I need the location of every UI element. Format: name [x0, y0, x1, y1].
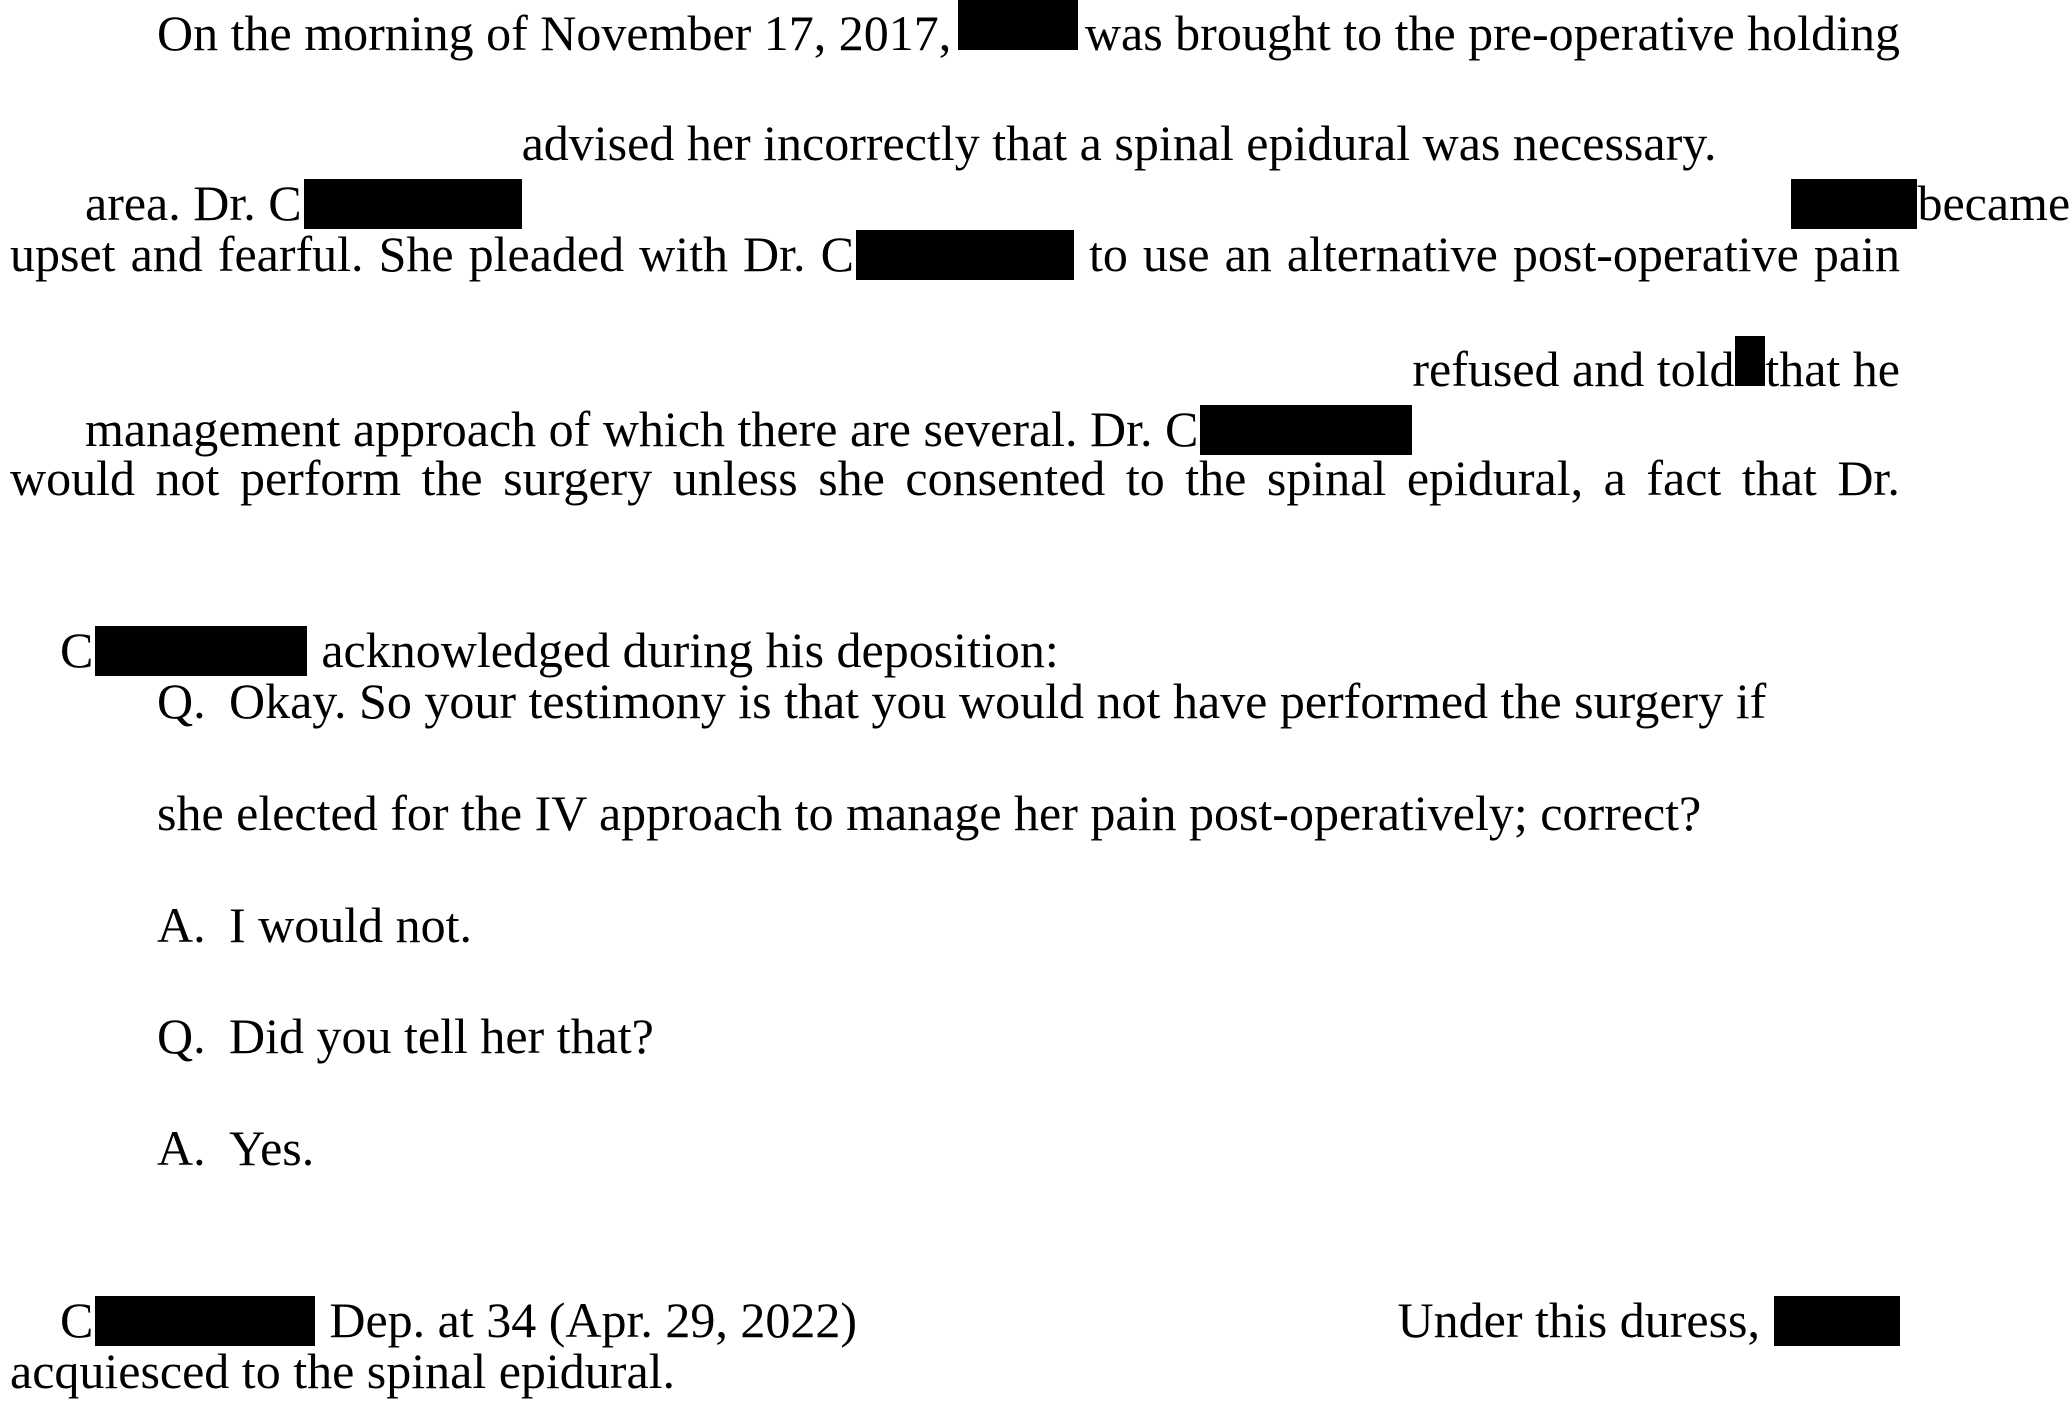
word: surgery: [503, 450, 653, 506]
qa-text: Yes.: [229, 1120, 315, 1176]
redaction-bar: [1735, 336, 1766, 386]
word: alternative: [1286, 226, 1498, 282]
word: the: [1185, 450, 1247, 506]
word: Dr.: [1837, 450, 1900, 506]
text-segment: advised her incorrectly that a spinal epidural was necessary.: [521, 115, 1717, 171]
testimony-question-1: [157, 671, 1766, 731]
qa-marker: Q.: [157, 1008, 206, 1064]
word: that: [1741, 450, 1817, 506]
word: an: [1224, 226, 1272, 282]
text-segment: refused and told: [1412, 341, 1735, 397]
text-segment: On the morning of November 17, 2017,: [157, 5, 952, 61]
closing-line: [10, 1341, 1900, 1401]
redaction-bar: [856, 230, 1074, 280]
paragraph-line-1: [157, 0, 1900, 63]
word: with: [639, 226, 729, 282]
word: would: [10, 450, 135, 506]
word: she: [818, 450, 885, 506]
redaction-bar: [304, 179, 522, 229]
qa-marker: A.: [157, 1120, 206, 1176]
redaction-bar: [95, 1296, 315, 1346]
word: epidural,: [1406, 450, 1584, 506]
word: upset: [10, 226, 116, 282]
text-segment: Under this duress,: [1348, 1230, 1900, 1410]
word: spinal: [1266, 450, 1387, 506]
qa-text: Okay. So your testimony is that you would not have performed the surgery if: [229, 673, 1767, 729]
word: not: [155, 450, 220, 506]
redaction-bar: [1774, 1296, 1900, 1346]
redaction-bar: [95, 626, 307, 676]
word: She: [378, 226, 454, 282]
word: Dr.: [743, 226, 806, 282]
citation-source: C Dep. at 34 (Apr. 29, 2022): [60, 1292, 858, 1348]
word: consented: [905, 450, 1106, 506]
testimony-question-2: [157, 1006, 654, 1066]
word: post-operative: [1512, 226, 1799, 282]
word: fearful.: [217, 226, 364, 282]
word: perform: [239, 450, 401, 506]
word: to: [1088, 226, 1128, 282]
word: and: [130, 226, 203, 282]
redaction-bar: [958, 0, 1078, 50]
word: a: [1603, 450, 1626, 506]
text-segment: management approach of which there are several. Dr. C: [10, 339, 1412, 519]
testimony-question-1-continued: [157, 783, 1701, 843]
word: pain: [1813, 226, 1900, 282]
word: pleaded: [468, 226, 625, 282]
qa-marker: A.: [157, 897, 206, 953]
word: use: [1142, 226, 1210, 282]
word: to: [1125, 450, 1165, 506]
redaction-bar: [1791, 179, 1917, 229]
qa-text: she elected for the IV approach to manage her pain post-operatively; correct?: [157, 785, 1702, 841]
paragraph-line-5: [10, 448, 1900, 508]
word: unless: [672, 450, 798, 506]
paragraph-line-3: [10, 224, 1900, 284]
text-segment: became: [1716, 113, 2070, 293]
testimony-answer-2: [157, 1118, 314, 1178]
text-segment: C acknowledged during his deposition:: [60, 622, 1059, 678]
text-segment: area. Dr. C: [10, 113, 522, 293]
qa-text: I would not.: [229, 897, 473, 953]
testimony-answer-1: [157, 895, 472, 955]
text-segment: that he: [1765, 341, 1900, 397]
word: fact: [1646, 450, 1722, 506]
word: C: [821, 224, 1074, 284]
text-segment: was brought to the pre-operative holding: [1084, 5, 1900, 61]
word: the: [421, 450, 483, 506]
text-segment: acquiesced to the spinal epidural.: [10, 1343, 676, 1399]
qa-marker: Q.: [157, 673, 206, 729]
qa-text: Did you tell her that?: [229, 1008, 654, 1064]
